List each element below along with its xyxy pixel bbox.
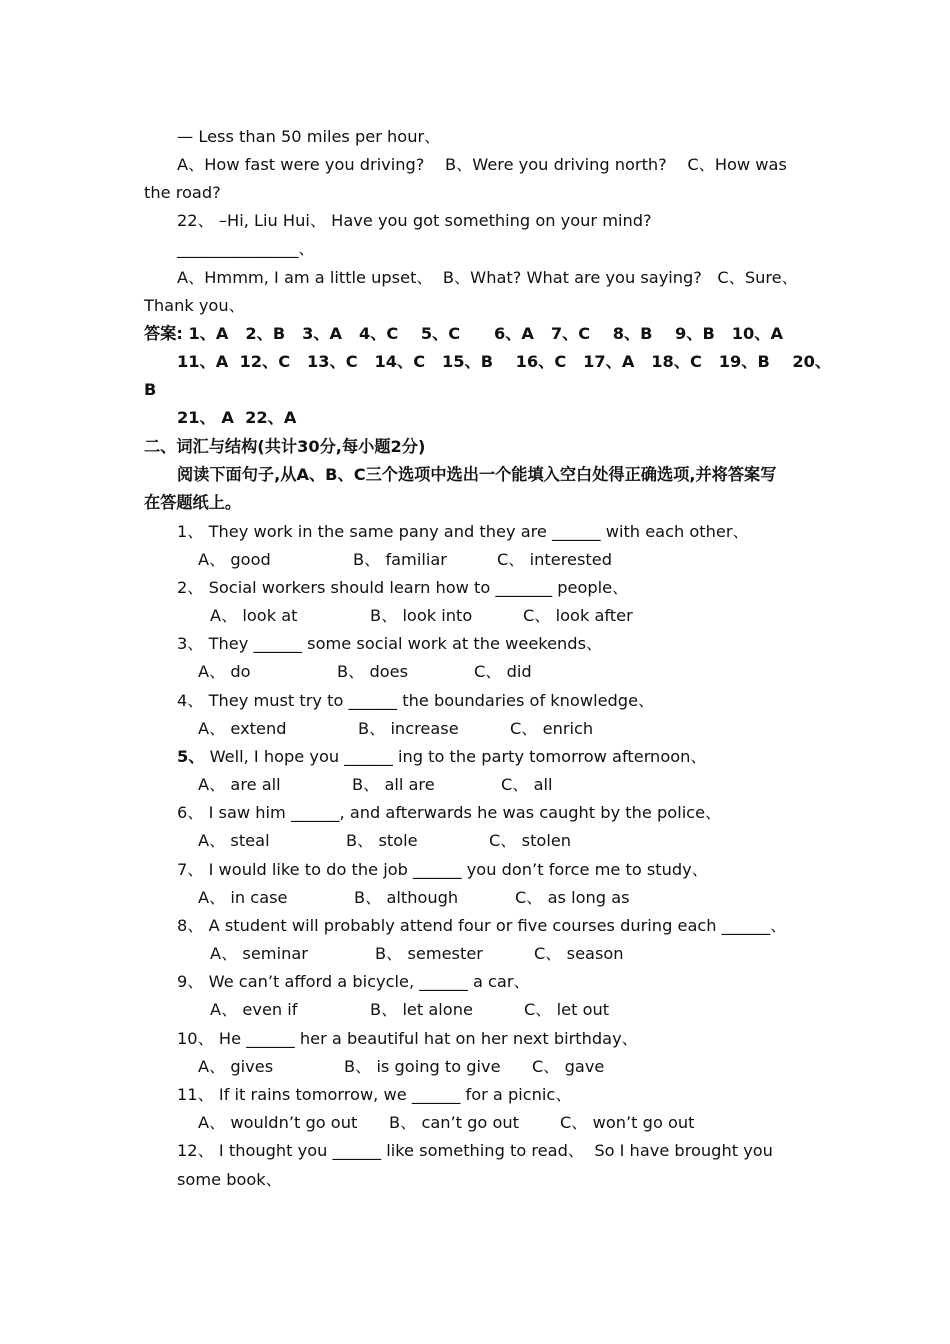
section-instructions-1: 阅读下面句子,从A、B、C三个选项中选出一个能填入空白处得正确选项,并将答案写	[177, 465, 777, 484]
question-7-option-a: A、 in case	[198, 888, 288, 907]
question-9: 9、 We can’t afford a bicycle, ______ a car、	[177, 972, 530, 991]
question-11: 11、 If it rains tomorrow, we ______ for a picnic、	[177, 1085, 572, 1104]
question-6-option-c: C、 stolen	[489, 831, 572, 850]
question-8: 8、 A student will probably attend four or five courses during each ______、	[177, 916, 787, 935]
question-9-option-a: A、 even if	[210, 1000, 298, 1019]
q22-blank: _______________、	[177, 239, 315, 258]
question-4-option-c: C、 enrich	[510, 719, 594, 738]
question-1-option-a: A、 good	[198, 550, 271, 569]
question-5-option-c: C、 all	[501, 775, 553, 794]
question-2-option-a: A、 look at	[210, 606, 298, 625]
question-8-option-c: C、 season	[534, 944, 624, 963]
question-1-option-b: B、 familiar	[353, 550, 447, 569]
question-1-option-c: C、 interested	[497, 550, 612, 569]
question-6: 6、 I saw him ______, and afterwards he was caught by the police、	[177, 803, 722, 822]
question-5-number: 5、	[177, 747, 205, 766]
question-8-option-a: A、 seminar	[210, 944, 308, 963]
question-2-option-b: B、 look into	[370, 606, 473, 625]
question-12-cont: some book、	[177, 1170, 282, 1189]
section-title: 二、词汇与结构(共计30分,每小题2分)	[144, 437, 426, 456]
q22-prompt: 22、 –Hi, Liu Hui、 Have you got something on your mind?	[177, 211, 652, 230]
answer-key-line-2: 11、A 12、C 13、C 14、C 15、B 16、C 17、A 18、C 19、B 20、	[177, 352, 832, 371]
question-3-option-c: C、 did	[474, 662, 532, 681]
question-2: 2、 Social workers should learn how to _______ people、	[177, 578, 629, 597]
question-6-option-b: B、 stole	[346, 831, 418, 850]
question-5	[177, 747, 707, 767]
question-4: 4、 They must try to ______ the boundaries of knowledge、	[177, 691, 655, 710]
question-7-option-b: B、 although	[354, 888, 459, 907]
question-1: 1、 They work in the same pany and they are ______ with each other、	[177, 522, 749, 541]
question-9-option-b: B、 let alone	[370, 1000, 473, 1019]
question-8-option-b: B、 semester	[375, 944, 483, 963]
question-5-option-a: A、 are all	[198, 775, 281, 794]
question-10-option-c: C、 gave	[532, 1057, 605, 1076]
question-10: 10、 He ______ her a beautiful hat on her next birthday、	[177, 1029, 638, 1048]
question-5-option-b: B、 all are	[352, 775, 435, 794]
question-11-option-a: A、 wouldn’t go out	[198, 1113, 358, 1132]
q22-options-cont: Thank you、	[144, 296, 245, 315]
q21-answer-line: — Less than 50 miles per hour、	[177, 127, 441, 146]
question-7: 7、 I would like to do the job ______ you don’t force me to study、	[177, 860, 708, 879]
question-4-option-b: B、 increase	[358, 719, 459, 738]
q22-options: A、Hmmm, I am a little upset、 B、What? What are you saying? C、Sure、	[177, 268, 798, 287]
q21-options: A、How fast were you driving? B、Were you driving north? C、How was	[177, 155, 787, 174]
question-3-option-b: B、 does	[337, 662, 409, 681]
question-7-option-c: C、 as long as	[515, 888, 630, 907]
question-3-option-a: A、 do	[198, 662, 251, 681]
question-2-option-c: C、 look after	[523, 606, 633, 625]
question-3: 3、 They ______ some social work at the weekends、	[177, 634, 603, 653]
question-11-option-b: B、 can’t go out	[389, 1113, 519, 1132]
question-4-option-a: A、 extend	[198, 719, 287, 738]
answer-key-line-1: 答案: 1、A 2、B 3、A 4、C 5、C 6、A 7、C 8、B 9、B 10、A	[144, 324, 783, 343]
question-12: 12、 I thought you ______ like something to read、 So I have brought you	[177, 1141, 773, 1160]
q21-options-cont: the road?	[144, 183, 221, 202]
question-10-option-b: B、 is going to give	[344, 1057, 501, 1076]
question-9-option-c: C、 let out	[524, 1000, 610, 1019]
answer-key-line-3: B	[144, 380, 157, 399]
section-instructions-2: 在答题纸上。	[144, 493, 242, 512]
question-6-option-a: A、 steal	[198, 831, 270, 850]
question-11-option-c: C、 won’t go out	[560, 1113, 695, 1132]
question-5-text: Well, I hope you ______ ing to the party tomorrow afternoon、	[204, 747, 707, 766]
question-10-option-a: A、 gives	[198, 1057, 274, 1076]
answer-key-line-4: 21、 A 22、A	[177, 408, 297, 427]
